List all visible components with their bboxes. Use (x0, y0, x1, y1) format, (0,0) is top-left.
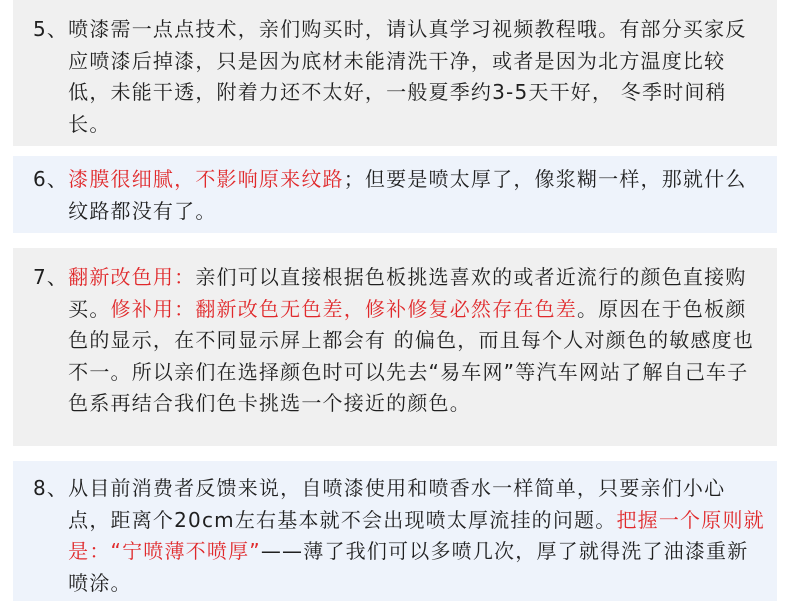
tip-panel-6 (13, 156, 777, 233)
tip-panel-5 (13, 0, 777, 146)
tip-panel-8 (13, 461, 777, 601)
tip-paragraph-8 (33, 473, 765, 599)
tip-number: 5、 (33, 17, 69, 41)
tip-text (68, 14, 765, 140)
tip-number: 8、 (33, 476, 69, 500)
tip-paragraph-7 (33, 262, 765, 420)
tip-text (68, 473, 765, 599)
tip-highlight-text: 把握一个原则就是：“宁喷薄不喷厚” (68, 507, 765, 563)
tip-body-text: ——薄了我们可以多喷几次，厚了就得洗了油漆重新喷涂。 (68, 539, 749, 595)
tip-panel-7 (13, 248, 777, 446)
tip-body-text: ；但要是喷太厚了，像浆糊一样，那就什么纹路都没有了。 (68, 167, 747, 223)
tip-paragraph-6 (33, 164, 765, 227)
tip-number: 6、 (33, 167, 69, 191)
tip-body-text: 亲们可以直接根据色板挑选喜欢的或者近流行的颜色直接购买。 (68, 265, 747, 321)
tip-number: 7、 (33, 265, 69, 289)
tip-highlight-text: 漆膜很细腻，不影响原来纹路 (68, 167, 344, 191)
tip-text (68, 262, 765, 420)
tip-body-text: 从目前消费者反馈来说，自喷漆使用和喷香水一样简单，只要亲们小心点，距离个20cm左右基本就不会出现喷太厚流挂的问题。 (68, 476, 726, 532)
tip-text (68, 164, 765, 227)
tip-body-text: 喷漆需一点点技术，亲们购买时，请认真学习视频教程哦。有部分买家反应喷漆后掉漆，只是因为底材未能清洗干净，或者是因为北方温度比较低，未能干透，附着力还不太好，一般夏季约3-5天干好， 冬季时间稍长。 (68, 17, 747, 136)
tip-paragraph-5 (33, 14, 765, 140)
tip-highlight-text: 翻新改色用： (68, 265, 196, 289)
tip-body-text: 。原因在于色板颜色的显示，在不同显示屏上都会有 的偏色，而且每个人对颜色的敏感度也不一。所以亲们在选择颜色时可以先去“易车网”等汽车网站了解自己车子色系再结合我们色卡挑选一个接近的颜色。 (68, 296, 755, 415)
tip-highlight-text: 修补用：翻新改色无色差，修补修复必然存在色差 (110, 296, 577, 321)
